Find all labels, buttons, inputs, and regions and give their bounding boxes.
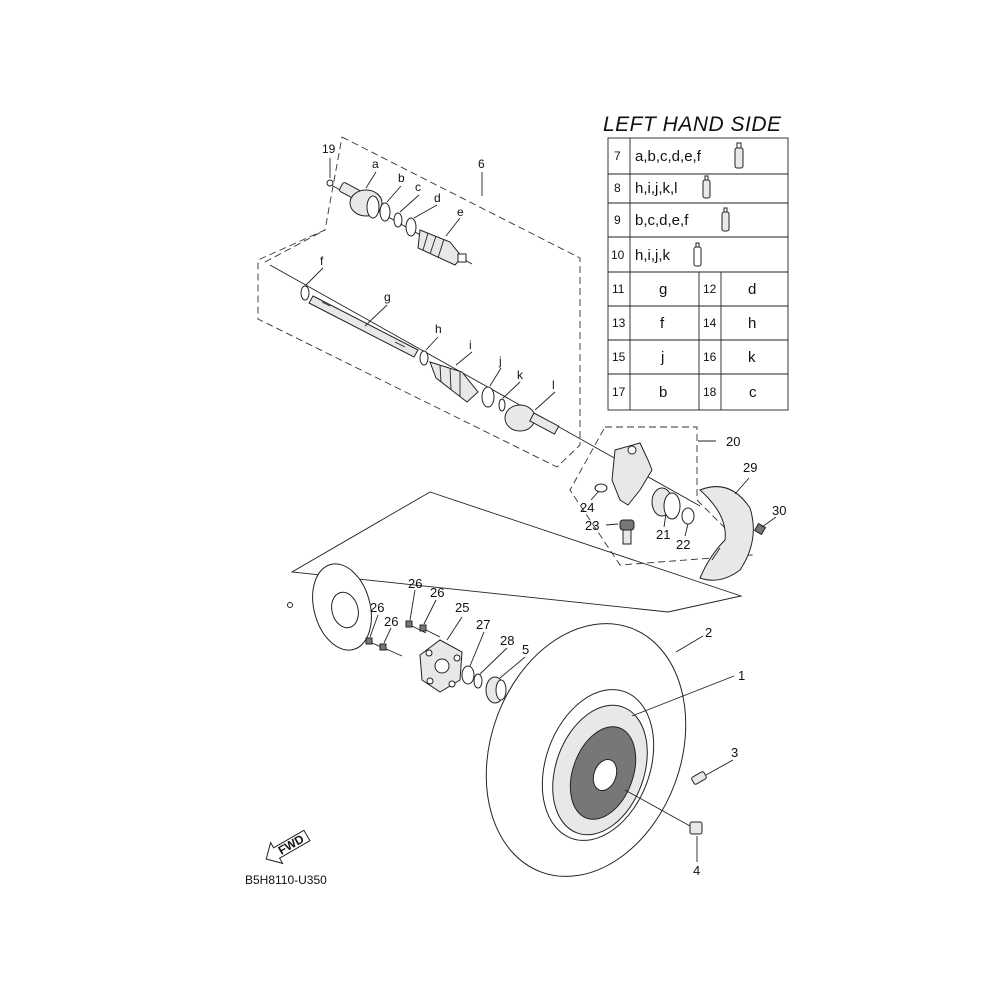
row-value: d bbox=[748, 281, 757, 298]
row-number: 15 bbox=[612, 350, 626, 364]
stud-26 bbox=[420, 625, 440, 637]
grease-tube-icon bbox=[703, 176, 710, 198]
row-number: 12 bbox=[703, 282, 717, 296]
cv-joint-inner-l bbox=[505, 405, 559, 434]
row-number: 7 bbox=[614, 149, 621, 163]
stud-26 bbox=[380, 644, 402, 656]
fwd-arrow-icon bbox=[260, 825, 313, 869]
callout-20: 20 bbox=[726, 434, 741, 449]
band-d bbox=[406, 218, 416, 236]
band-h bbox=[420, 351, 428, 365]
grease-row bbox=[611, 243, 701, 266]
callout-29: 29 bbox=[743, 460, 758, 475]
valve-3 bbox=[691, 771, 707, 785]
row-value: b bbox=[659, 384, 668, 401]
callout-6: 6 bbox=[478, 157, 485, 171]
row-value: j bbox=[661, 349, 665, 366]
callout-23: 23 bbox=[585, 518, 600, 533]
callout-l: l bbox=[552, 378, 555, 392]
row-value: c bbox=[749, 384, 757, 401]
band-j bbox=[482, 387, 494, 407]
hub-25 bbox=[420, 640, 462, 692]
row-value: g bbox=[659, 281, 668, 298]
row-parts: a,b,c,d,e,f bbox=[635, 148, 701, 165]
callout-5: 5 bbox=[522, 642, 530, 657]
callout-i: i bbox=[469, 338, 472, 352]
callout-c: c bbox=[415, 180, 421, 194]
callout-27: 27 bbox=[476, 617, 491, 632]
row-value: h bbox=[748, 315, 757, 332]
grease-tube-icon bbox=[722, 208, 729, 231]
row-number: 16 bbox=[703, 350, 717, 364]
row-value: f bbox=[660, 315, 665, 332]
grease-tube-icon bbox=[735, 143, 743, 168]
callout-22: 22 bbox=[676, 537, 691, 552]
screw bbox=[288, 603, 293, 608]
shaft-g bbox=[309, 296, 418, 357]
callout-19: 19 bbox=[322, 142, 336, 156]
callout-25: 25 bbox=[455, 600, 470, 615]
callout-28: 28 bbox=[500, 633, 515, 648]
knuckle bbox=[612, 443, 652, 505]
callout-2: 2 bbox=[705, 625, 713, 640]
callout-26: 26 bbox=[384, 614, 399, 629]
cap-4 bbox=[690, 822, 702, 834]
diagram-code: B5H8110-U350 bbox=[245, 873, 327, 887]
ball-joint-23 bbox=[620, 520, 634, 544]
grease-tube-icon bbox=[694, 243, 701, 266]
row-number: 11 bbox=[612, 282, 625, 296]
callout-24: 24 bbox=[580, 500, 595, 515]
callout-d: d bbox=[434, 191, 441, 205]
row-number: 10 bbox=[611, 248, 625, 262]
callout-f: f bbox=[320, 254, 324, 268]
row-parts: h,i,j,k bbox=[635, 247, 671, 264]
row-number: 17 bbox=[612, 385, 626, 399]
washer-27 bbox=[462, 666, 474, 684]
callout-26: 26 bbox=[430, 585, 445, 600]
callout-h: h bbox=[435, 322, 442, 336]
circlip-c bbox=[394, 213, 402, 227]
row-value: k bbox=[748, 349, 756, 366]
row-number: 13 bbox=[612, 316, 626, 330]
cv-joint-outer bbox=[339, 182, 382, 218]
diagram-title: LEFT HAND SIDE bbox=[603, 113, 782, 136]
callout-j: j bbox=[499, 354, 502, 368]
callout-1: 1 bbox=[738, 668, 746, 683]
ring-f bbox=[301, 286, 309, 300]
grease-table bbox=[608, 138, 788, 410]
row-number: 18 bbox=[703, 385, 717, 399]
grease-row bbox=[614, 143, 743, 168]
snap-ring-b bbox=[380, 203, 390, 221]
callout-g: g bbox=[384, 290, 391, 304]
seal-24 bbox=[595, 484, 607, 492]
hub-nut-5 bbox=[486, 677, 506, 703]
pair-row bbox=[612, 349, 756, 366]
row-number: 14 bbox=[703, 316, 717, 330]
nut-28 bbox=[474, 674, 482, 688]
callout-e: e bbox=[457, 205, 464, 219]
pair-row bbox=[612, 384, 757, 401]
callout-4: 4 bbox=[693, 863, 701, 878]
row-parts: h,i,j,k,l bbox=[635, 180, 678, 197]
grease-row bbox=[614, 208, 729, 231]
callout-26: 26 bbox=[408, 576, 423, 591]
row-number: 9 bbox=[614, 213, 621, 227]
callout-k: k bbox=[517, 368, 523, 382]
row-number: 8 bbox=[614, 181, 621, 195]
callout-26: 26 bbox=[370, 600, 385, 615]
callout-b: b bbox=[398, 171, 405, 185]
circlip-k bbox=[499, 399, 505, 411]
grease-row bbox=[614, 176, 710, 198]
pair-row bbox=[612, 281, 756, 298]
clip-19 bbox=[327, 180, 333, 186]
callout-21: 21 bbox=[656, 527, 671, 542]
boot-e bbox=[418, 230, 466, 265]
row-parts: b,c,d,e,f bbox=[635, 212, 689, 229]
callout-3: 3 bbox=[731, 745, 739, 760]
callout-a: a bbox=[372, 157, 379, 171]
callout-30: 30 bbox=[772, 503, 787, 518]
circlip-22 bbox=[682, 508, 694, 524]
brake-disc-29 bbox=[700, 487, 753, 581]
fwd-label: FWD bbox=[275, 831, 307, 858]
pair-row bbox=[612, 315, 756, 332]
